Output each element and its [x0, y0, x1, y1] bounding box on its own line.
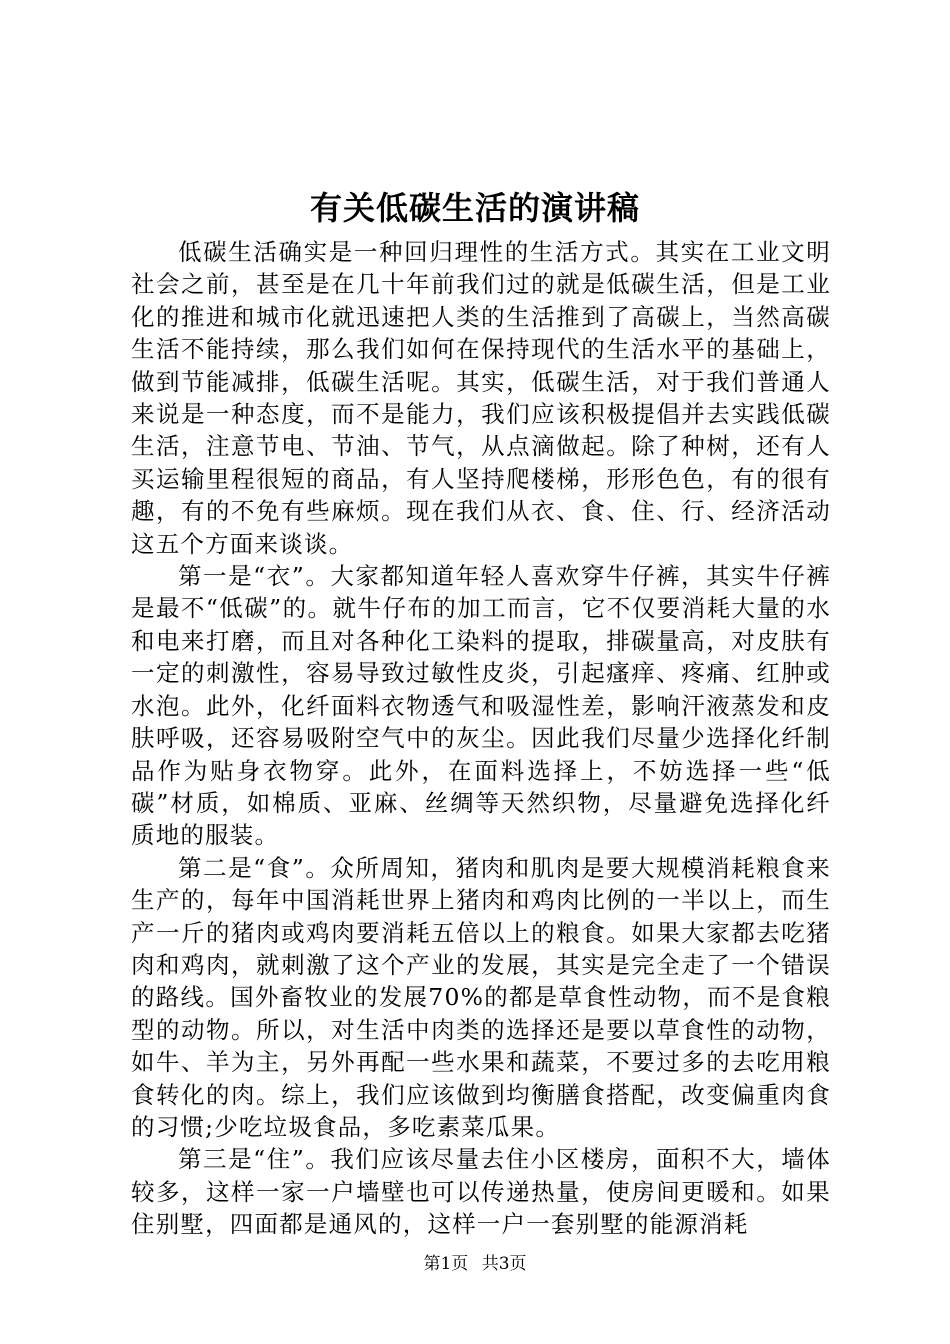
page-number: 第1页 [423, 1254, 469, 1274]
page-total: 共3页 [481, 1254, 527, 1274]
page-footer [0, 1252, 950, 1276]
document-body [131, 236, 831, 1241]
paragraph-food: 第二是“食”。众所周知，猪肉和肌肉是要大规模消耗粮食来生产的，每年中国消耗世界上猪肉和鸡肉比例的一半以上，而生产一斤的猪肉或鸡肉要消耗五倍以上的粮食。如果大家都去吃猪肉和鸡肉，就刺激了这个产业的发展，其实是完全走了一个错误的路线。国外畜牧业的发展70%的都是草食性动物，而不是食粮型的动物。所以，对生活中肉类的选择还是要以草食性的动物，如牛、羊为主，另外再配一些水果和蔬菜，不要过多的去吃用粮食转化的肉。综上，我们应该做到均衡膳食搭配，改变偏重肉食的习惯;少吃垃圾食品，多吃素菜瓜果。 [131, 853, 831, 1141]
paragraph-intro: 低碳生活确实是一种回归理性的生活方式。其实在工业文明社会之前，甚至是在几十年前我们过的就是低碳生活，但是工业化的推进和城市化就迅速把人类的生活推到了高碳上，当然高碳生活不能持续，那么我们如何在保持现代的生活水平的基础上，做到节能减排，低碳生活呢。其实，低碳生活，对于我们普通人来说是一种态度，而不是能力，我们应该积极提倡并去实践低碳生活，注意节电、节油、节气，从点滴做起。除了种树，还有人买运输里程很短的商品，有人坚持爬楼梯，形形色色，有的很有趣，有的不免有些麻烦。现在我们从衣、食、住、行、经济活动这五个方面来谈谈。 [131, 238, 831, 558]
paragraph-clothing: 第一是“衣”。大家都知道年轻人喜欢穿牛仔裤，其实牛仔裤是最不“低碳”的。就牛仔布的加工而言，它不仅要消耗大量的水和电来打磨，而且对各种化工染料的提取，排碳量高，对皮肤有一定的刺激性，容易导致过敏性皮炎，引起瘙痒、疼痛、红肿或水泡。此外，化纤面料衣物透气和吸湿性差，影响汗液蒸发和皮肤呼吸，还容易吸附空气中的灰尘。因此我们尽量少选择化纤制品作为贴身衣物穿。此外，在面料选择上，不妨选择一些“低碳”材质，如棉质、亚麻、丝绸等天然织物，尽量避免选择化纤质地的服装。 [131, 562, 831, 850]
page-title: 有关低碳生活的演讲稿 [309, 189, 640, 227]
paragraph-housing: 第三是“住”。我们应该尽量去住小区楼房，面积不大，墙体较多，这样一家一户墙壁也可以传递热量，使房间更暖和。如果住别墅，四面都是通风的，这样一户一套别墅的能源消耗 [131, 1145, 831, 1239]
